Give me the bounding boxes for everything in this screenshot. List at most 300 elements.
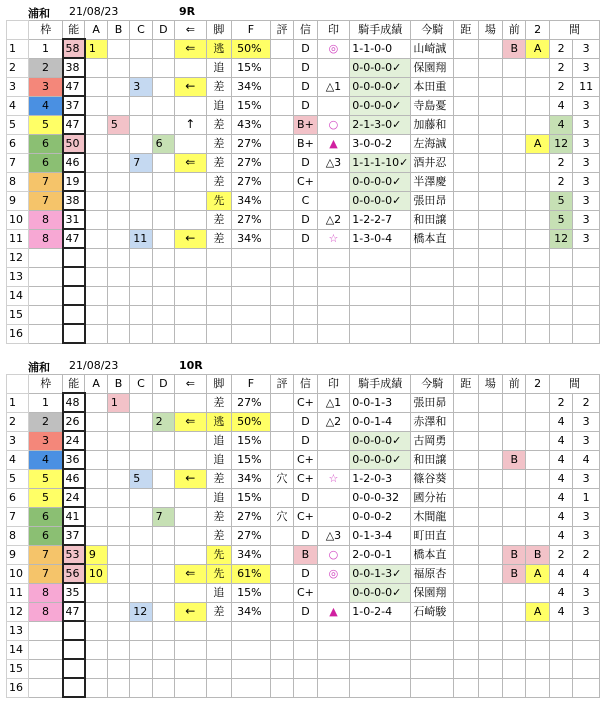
c-cell [130, 324, 152, 343]
ni-cell: A [526, 564, 549, 583]
arrow-cell [175, 248, 207, 267]
a-cell [85, 678, 107, 697]
kyaku-cell: 差 [206, 507, 231, 526]
d-cell [152, 431, 174, 450]
kyaku-cell [206, 286, 231, 305]
shin-cell: D [294, 39, 317, 58]
arrow-cell [175, 507, 207, 526]
kan2-cell [573, 248, 600, 267]
jockey-record-cell [350, 267, 411, 286]
kan1-cell [549, 267, 572, 286]
mae-cell [503, 77, 526, 96]
kyaku-cell: 追 [206, 450, 231, 469]
ni-cell [526, 469, 549, 488]
arrow-cell [175, 134, 207, 153]
mark-cell: ▲ [317, 134, 350, 153]
ni-cell [526, 450, 549, 469]
kyaku-cell: 差 [206, 526, 231, 545]
jockey-record-cell: 0-0-0-0✓ [350, 450, 411, 469]
hyo-cell [270, 640, 293, 659]
shin-cell [294, 659, 317, 678]
ba-cell [478, 545, 502, 564]
ba-cell [478, 526, 502, 545]
kyo-cell [454, 450, 478, 469]
waku-cell: 8 [29, 210, 63, 229]
kan2-cell: 3 [573, 191, 600, 210]
column-header: 信 [294, 21, 317, 40]
kan2-cell [573, 324, 600, 343]
kan1-cell: 4 [549, 583, 572, 602]
horse-number: 10 [7, 564, 29, 583]
a-cell [85, 507, 107, 526]
shin-cell: C+ [294, 507, 317, 526]
noh-cell [63, 640, 85, 659]
kan1-cell: 4 [549, 602, 572, 621]
column-header: ⇐ [175, 21, 207, 40]
ni-cell [526, 153, 549, 172]
hyo-cell: 穴 [270, 469, 293, 488]
mae-cell [503, 191, 526, 210]
kyaku-cell: 差 [206, 229, 231, 248]
horse-number: 12 [7, 248, 29, 267]
mark-cell [317, 96, 350, 115]
waku-cell [29, 286, 63, 305]
ba-cell [478, 267, 502, 286]
noh-cell: 24 [63, 431, 85, 450]
b-cell [107, 229, 129, 248]
waku-cell: 8 [29, 229, 63, 248]
horse-number: 8 [7, 172, 29, 191]
a-cell [85, 305, 107, 324]
arrow-cell [175, 96, 207, 115]
ni-cell [526, 305, 549, 324]
f-cell: 15% [232, 583, 271, 602]
ba-cell [478, 678, 502, 697]
a-cell [85, 412, 107, 431]
hyo-cell [270, 526, 293, 545]
hyo-cell [270, 324, 293, 343]
kyo-cell [454, 172, 478, 191]
waku-cell: 6 [29, 153, 63, 172]
waku-cell: 7 [29, 545, 63, 564]
ba-cell [478, 450, 502, 469]
kyaku-cell [206, 659, 231, 678]
kan2-cell: 3 [573, 469, 600, 488]
column-header: 今騎 [411, 21, 454, 40]
kan1-cell [549, 286, 572, 305]
mark-cell: △2 [317, 210, 350, 229]
waku-cell [29, 640, 63, 659]
shin-cell: D [294, 488, 317, 507]
f-cell [232, 640, 271, 659]
kyo-cell [454, 267, 478, 286]
column-header: 間 [549, 375, 599, 394]
mae-cell [503, 507, 526, 526]
race-table [6, 20, 600, 344]
kan1-cell: 12 [549, 134, 572, 153]
column-header: D [152, 21, 174, 40]
shin-cell [294, 621, 317, 640]
jockey-name-cell [411, 248, 454, 267]
jockey-record-cell: 0-0-1-4 [350, 412, 411, 431]
column-header: 前 [503, 21, 526, 40]
kan1-cell: 12 [549, 229, 572, 248]
jockey-record-cell: 1-2-2-7 [350, 210, 411, 229]
kan1-cell: 4 [549, 431, 572, 450]
hyo-cell [270, 96, 293, 115]
mae-cell [503, 210, 526, 229]
kan1-cell: 4 [549, 469, 572, 488]
mark-cell: ☆ [317, 469, 350, 488]
race-date: 21/08/23 [69, 359, 119, 372]
column-header: 印 [317, 21, 350, 40]
ba-cell [478, 583, 502, 602]
d-cell [152, 77, 174, 96]
jockey-record-cell [350, 248, 411, 267]
kan2-cell: 3 [573, 507, 600, 526]
arrow-cell [175, 545, 207, 564]
mae-cell [503, 324, 526, 343]
ba-cell [478, 210, 502, 229]
f-cell [232, 678, 271, 697]
kan2-cell [573, 267, 600, 286]
jockey-record-cell [350, 286, 411, 305]
kyo-cell [454, 412, 478, 431]
f-cell: 15% [232, 58, 271, 77]
mae-cell: B [503, 564, 526, 583]
kan1-cell: 4 [549, 96, 572, 115]
mae-cell: B [503, 545, 526, 564]
shin-cell: D [294, 412, 317, 431]
mae-cell [503, 488, 526, 507]
shin-cell: C+ [294, 393, 317, 412]
b-cell [107, 39, 129, 58]
a-cell [85, 602, 107, 621]
horse-number: 6 [7, 134, 29, 153]
ni-cell [526, 96, 549, 115]
kan2-cell: 3 [573, 526, 600, 545]
c-cell [130, 488, 152, 507]
jockey-record-cell: 0-0-0-0✓ [350, 77, 411, 96]
mae-cell [503, 172, 526, 191]
f-cell [232, 324, 271, 343]
noh-cell: 38 [63, 191, 85, 210]
column-header: 騎手成績 [350, 375, 411, 394]
header-blank [7, 21, 29, 40]
arrow-cell: ⇐ [175, 412, 207, 431]
ba-cell [478, 412, 502, 431]
c-cell [130, 267, 152, 286]
horse-row [7, 602, 600, 621]
ba-cell [478, 305, 502, 324]
column-header: 能 [63, 375, 85, 394]
d-cell [152, 210, 174, 229]
kan2-cell: 3 [573, 153, 600, 172]
column-header: F [232, 375, 271, 394]
shin-cell: B+ [294, 134, 317, 153]
hyo-cell [270, 305, 293, 324]
c-cell [130, 96, 152, 115]
b-cell [107, 564, 129, 583]
mae-cell [503, 229, 526, 248]
f-cell: 27% [232, 134, 271, 153]
kan1-cell: 4 [549, 488, 572, 507]
f-cell: 15% [232, 450, 271, 469]
b-cell [107, 431, 129, 450]
noh-cell: 37 [63, 526, 85, 545]
jockey-record-cell: 1-0-2-4 [350, 602, 411, 621]
kan2-cell: 3 [573, 134, 600, 153]
shin-cell [294, 678, 317, 697]
b-cell [107, 210, 129, 229]
ba-cell [478, 77, 502, 96]
jockey-name-cell: 石崎駿 [411, 602, 454, 621]
jockey-record-cell: 0-0-0-0✓ [350, 96, 411, 115]
b-cell [107, 324, 129, 343]
d-cell [152, 526, 174, 545]
jockey-record-cell [350, 659, 411, 678]
hyo-cell [270, 153, 293, 172]
kyaku-cell: 追 [206, 96, 231, 115]
jockey-name-cell [411, 324, 454, 343]
ba-cell [478, 153, 502, 172]
kyo-cell [454, 324, 478, 343]
d-cell [152, 393, 174, 412]
jockey-name-cell: 加藤和 [411, 115, 454, 134]
f-cell: 34% [232, 229, 271, 248]
ni-cell [526, 267, 549, 286]
kyo-cell [454, 286, 478, 305]
c-cell [130, 621, 152, 640]
kan2-cell: 2 [573, 545, 600, 564]
noh-cell: 26 [63, 412, 85, 431]
arrow-cell [175, 659, 207, 678]
shin-cell: C+ [294, 450, 317, 469]
kyaku-cell: 先 [206, 545, 231, 564]
c-cell [130, 191, 152, 210]
noh-cell: 24 [63, 488, 85, 507]
arrow-cell [175, 58, 207, 77]
c-cell [130, 286, 152, 305]
c-cell [130, 172, 152, 191]
column-header: 距 [454, 21, 478, 40]
horse-row [7, 267, 600, 286]
waku-cell: 7 [29, 191, 63, 210]
race-title [6, 358, 600, 374]
horse-row [7, 191, 600, 210]
horse-number: 15 [7, 305, 29, 324]
kan2-cell: 2 [573, 393, 600, 412]
waku-cell [29, 678, 63, 697]
f-cell: 27% [232, 172, 271, 191]
column-header: B [107, 21, 129, 40]
d-cell [152, 488, 174, 507]
kan1-cell [549, 248, 572, 267]
horse-number: 7 [7, 507, 29, 526]
jockey-record-cell: 1-1-1-10✓ [350, 153, 411, 172]
noh-cell: 41 [63, 507, 85, 526]
kan2-cell: 1 [573, 488, 600, 507]
horse-number: 3 [7, 431, 29, 450]
mark-cell [317, 507, 350, 526]
noh-cell: 47 [63, 115, 85, 134]
c-cell [130, 115, 152, 134]
a-cell [85, 210, 107, 229]
column-header: 枠 [29, 375, 63, 394]
mae-cell [503, 678, 526, 697]
column-header: B [107, 375, 129, 394]
horse-number: 13 [7, 267, 29, 286]
kan1-cell: 2 [549, 39, 572, 58]
f-cell [232, 659, 271, 678]
c-cell [130, 450, 152, 469]
shin-cell: D [294, 153, 317, 172]
shin-cell: D [294, 210, 317, 229]
kyaku-cell [206, 640, 231, 659]
jockey-record-cell: 0-0-0-32 [350, 488, 411, 507]
d-cell [152, 450, 174, 469]
ba-cell [478, 602, 502, 621]
race-title [6, 4, 600, 20]
column-header: 信 [294, 375, 317, 394]
arrow-cell: ⇐ [175, 153, 207, 172]
f-cell: 34% [232, 545, 271, 564]
horse-row [7, 153, 600, 172]
jockey-name-cell: 國分祐 [411, 488, 454, 507]
horse-row [7, 488, 600, 507]
horse-row [7, 545, 600, 564]
kan2-cell [573, 659, 600, 678]
d-cell [152, 39, 174, 58]
horse-number: 3 [7, 77, 29, 96]
ba-cell [478, 115, 502, 134]
noh-cell: 19 [63, 172, 85, 191]
kyo-cell [454, 488, 478, 507]
c-cell: 7 [130, 153, 152, 172]
b-cell [107, 286, 129, 305]
noh-cell: 47 [63, 77, 85, 96]
ni-cell [526, 640, 549, 659]
noh-cell [63, 267, 85, 286]
horse-number: 11 [7, 229, 29, 248]
c-cell [130, 305, 152, 324]
a-cell [85, 324, 107, 343]
jockey-name-cell: 橋本直 [411, 229, 454, 248]
kan2-cell: 4 [573, 450, 600, 469]
hyo-cell [270, 286, 293, 305]
kyo-cell [454, 526, 478, 545]
waku-cell [29, 305, 63, 324]
horse-row [7, 96, 600, 115]
ni-cell [526, 678, 549, 697]
mae-cell [503, 96, 526, 115]
b-cell [107, 583, 129, 602]
arrow-cell: ← [175, 229, 207, 248]
kyaku-cell [206, 248, 231, 267]
d-cell: 7 [152, 507, 174, 526]
jockey-name-cell: 篠谷葵 [411, 469, 454, 488]
kyaku-cell: 先 [206, 564, 231, 583]
a-cell [85, 248, 107, 267]
mae-cell [503, 267, 526, 286]
kyaku-cell [206, 678, 231, 697]
kan2-cell [573, 286, 600, 305]
mae-cell [503, 58, 526, 77]
c-cell [130, 507, 152, 526]
horse-number: 5 [7, 115, 29, 134]
waku-cell: 1 [29, 393, 63, 412]
ba-cell [478, 469, 502, 488]
hyo-cell [270, 77, 293, 96]
arrow-cell [175, 488, 207, 507]
f-cell: 34% [232, 77, 271, 96]
hyo-cell [270, 248, 293, 267]
a-cell [85, 488, 107, 507]
kan2-cell: 3 [573, 58, 600, 77]
b-cell [107, 412, 129, 431]
column-header: D [152, 375, 174, 394]
kyaku-cell [206, 621, 231, 640]
horse-row [7, 134, 600, 153]
jockey-record-cell: 1-3-0-4 [350, 229, 411, 248]
ni-cell [526, 431, 549, 450]
hyo-cell [270, 172, 293, 191]
mae-cell [503, 526, 526, 545]
shin-cell: B [294, 545, 317, 564]
jockey-record-cell [350, 640, 411, 659]
kyaku-cell: 差 [206, 602, 231, 621]
column-header: C [130, 21, 152, 40]
jockey-record-cell: 0-0-0-0✓ [350, 172, 411, 191]
f-cell: 43% [232, 115, 271, 134]
kyaku-cell: 先 [206, 191, 231, 210]
horse-number: 15 [7, 659, 29, 678]
kyo-cell [454, 210, 478, 229]
horse-row [7, 640, 600, 659]
column-header: 騎手成績 [350, 21, 411, 40]
mark-cell: ☆ [317, 229, 350, 248]
d-cell [152, 564, 174, 583]
kyo-cell [454, 305, 478, 324]
ba-cell [478, 324, 502, 343]
c-cell: 11 [130, 229, 152, 248]
b-cell [107, 191, 129, 210]
f-cell: 15% [232, 431, 271, 450]
hyo-cell [270, 210, 293, 229]
kan2-cell: 3 [573, 210, 600, 229]
horse-number: 1 [7, 39, 29, 58]
kyo-cell [454, 583, 478, 602]
mark-cell [317, 305, 350, 324]
jockey-name-cell: 福原杏 [411, 564, 454, 583]
kyaku-cell: 追 [206, 488, 231, 507]
d-cell [152, 545, 174, 564]
b-cell [107, 305, 129, 324]
f-cell: 27% [232, 526, 271, 545]
jockey-name-cell: 本田重 [411, 77, 454, 96]
kyo-cell [454, 545, 478, 564]
a-cell [85, 393, 107, 412]
arrow-cell [175, 526, 207, 545]
noh-cell: 58 [63, 39, 85, 58]
jockey-record-cell: 0-0-0-0✓ [350, 191, 411, 210]
header-blank [7, 375, 29, 394]
mark-cell [317, 659, 350, 678]
kan1-cell: 4 [549, 564, 572, 583]
c-cell [130, 431, 152, 450]
a-cell [85, 58, 107, 77]
c-cell [130, 412, 152, 431]
